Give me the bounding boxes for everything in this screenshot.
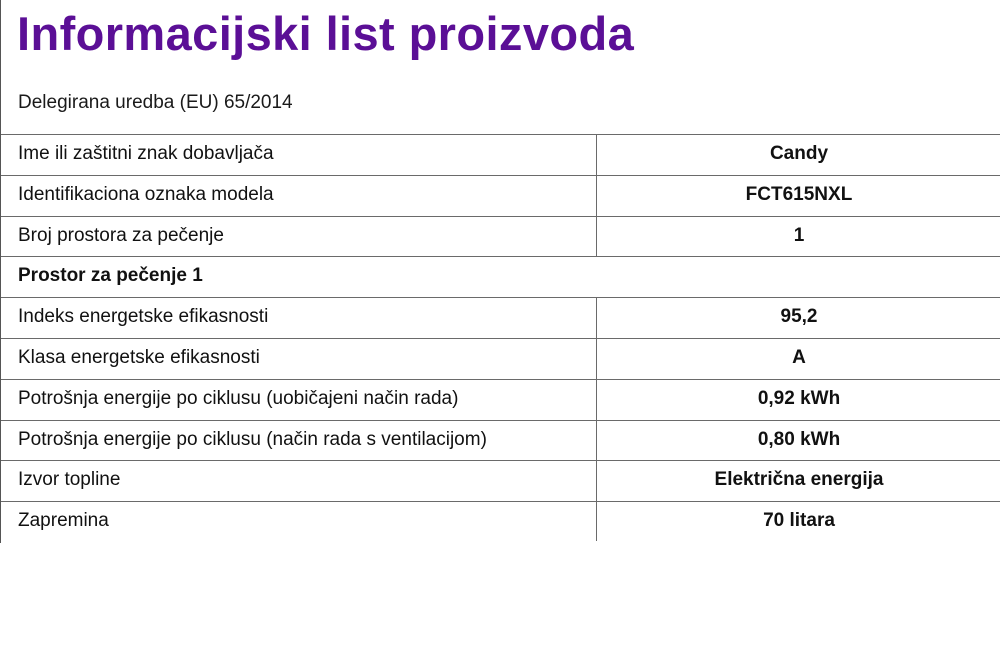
row-label: Klasa energetske efikasnosti xyxy=(18,346,260,368)
row-label: Broj prostora za pečenje xyxy=(18,224,224,246)
row-value: 0,92 kWh xyxy=(757,387,841,409)
row-label: Ime ili zaštitni znak dobavljača xyxy=(18,143,274,164)
regulation-reference: Delegirana uredba (EU) 65/2014 xyxy=(18,92,293,113)
table-row-efficiency-class xyxy=(1,338,1000,379)
row-label: Zapremina xyxy=(18,510,109,532)
row-value: Candy xyxy=(769,143,829,164)
table-row-energy-fan xyxy=(1,420,1000,461)
row-value: A xyxy=(792,346,806,368)
row-value: Električna energija xyxy=(714,469,884,491)
table-row-volume xyxy=(1,501,1000,541)
product-data-table xyxy=(1,134,1000,541)
table-row-model xyxy=(1,175,1000,216)
row-value: FCT615NXL xyxy=(745,183,853,205)
row-label: Potrošnja energije po ciklusu (uobičajeni način rada) xyxy=(18,387,459,409)
row-label: Indeks energetske efikasnosti xyxy=(18,306,269,328)
table-row-supplier xyxy=(1,134,1000,175)
row-value: 0,80 kWh xyxy=(757,428,841,450)
table-section-header xyxy=(1,256,1000,297)
table-row-efficiency-index xyxy=(1,297,1000,338)
row-label: Izvor topline xyxy=(18,469,121,491)
row-label: Identifikaciona oznaka modela xyxy=(18,183,274,205)
table-row-cavity-count xyxy=(1,216,1000,257)
row-value: 1 xyxy=(793,224,805,246)
row-label: Potrošnja energije po ciklusu (način rada s ventilacijom) xyxy=(18,428,487,450)
section-label: Prostor za pečenje 1 xyxy=(18,265,203,287)
table-row-heat-source xyxy=(1,460,1000,501)
row-value: 70 litara xyxy=(763,510,835,532)
page-title: Informacijski list proizvoda xyxy=(17,7,635,60)
row-value: 95,2 xyxy=(780,306,818,328)
table-row-energy-conventional xyxy=(1,379,1000,420)
